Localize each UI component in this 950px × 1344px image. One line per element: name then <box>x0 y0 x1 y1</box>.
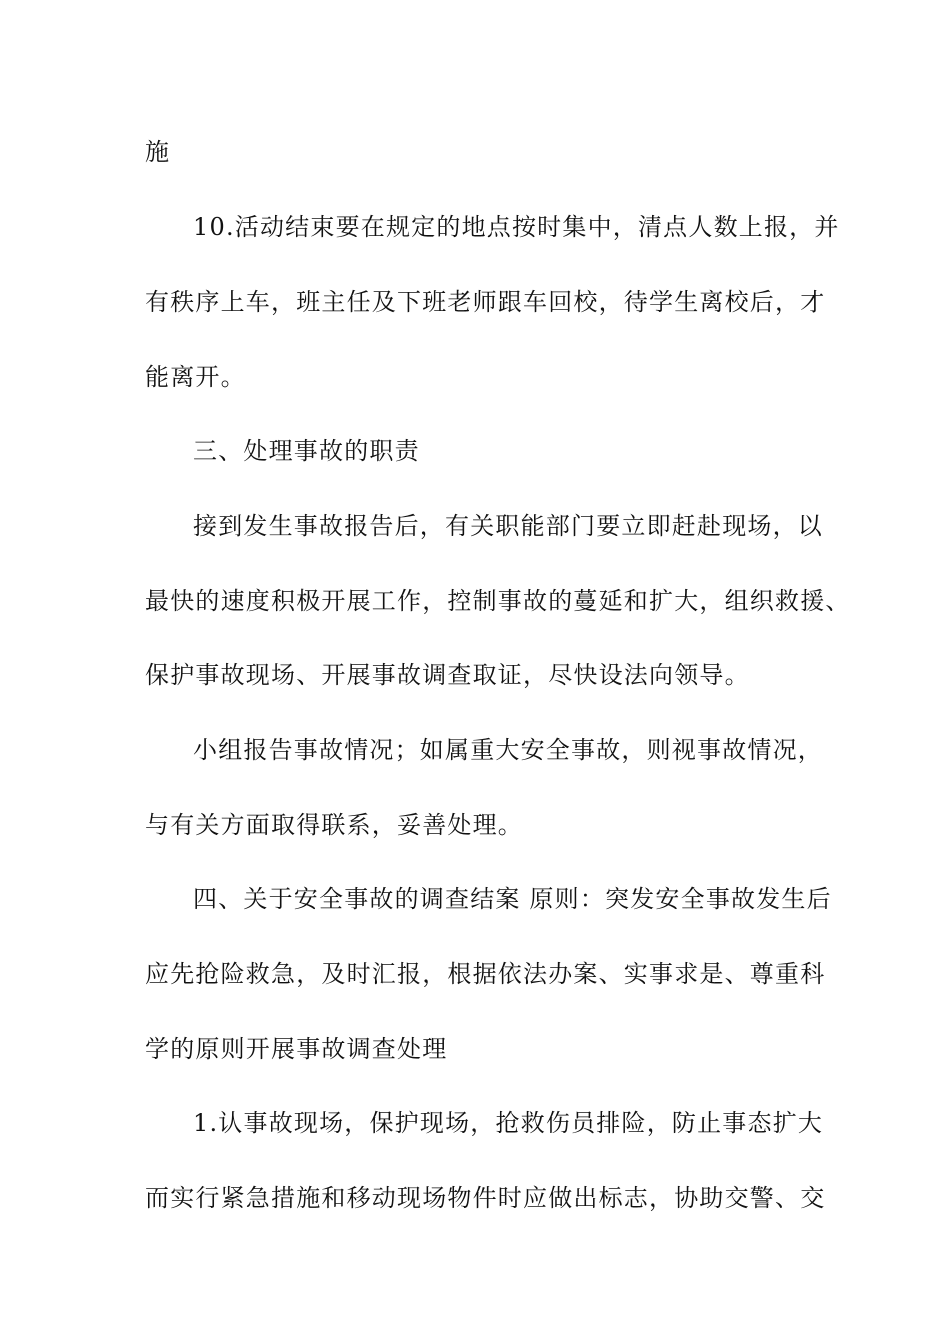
text-line: 学的原则开展事故调查处理 <box>145 1035 448 1063</box>
text-line: 10.活动结束要在规定的地点按时集中，清点人数上报，并 <box>193 213 840 241</box>
text-line: 有秩序上车，班主任及下班老师跟车回校，待学生离校后，才 <box>145 288 826 316</box>
text-line: 而实行紧急措施和移动现场物件时应做出标志，协助交警、交 <box>145 1184 826 1212</box>
text-line: 应先抢险救急，及时汇报，根据依法办案、实事求是、尊重科 <box>145 960 826 988</box>
section-heading: 四、关于安全事故的调查结案 原则：突发安全事故发生后 <box>193 885 832 913</box>
text-line: 接到发生事故报告后，有关职能部门要立即赶赴现场，以 <box>193 512 823 540</box>
text-line: 施 <box>145 138 171 166</box>
text-line: 1.认事故现场，保护现场，抢救伤员排险，防止事态扩大 <box>193 1109 824 1137</box>
text-line: 能离开。 <box>145 363 246 391</box>
text-line: 最快的速度积极开展工作，控制事故的蔓延和扩大，组织救援、 <box>145 587 851 615</box>
text-line: 与有关方面取得联系，妥善处理。 <box>145 811 523 839</box>
text-line: 小组报告事故情况；如属重大安全事故，则视事故情况， <box>193 736 823 764</box>
text-line: 保护事故现场、开展事故调查取证，尽快设法向领导。 <box>145 661 750 689</box>
section-heading: 三、处理事故的职责 <box>193 437 420 465</box>
